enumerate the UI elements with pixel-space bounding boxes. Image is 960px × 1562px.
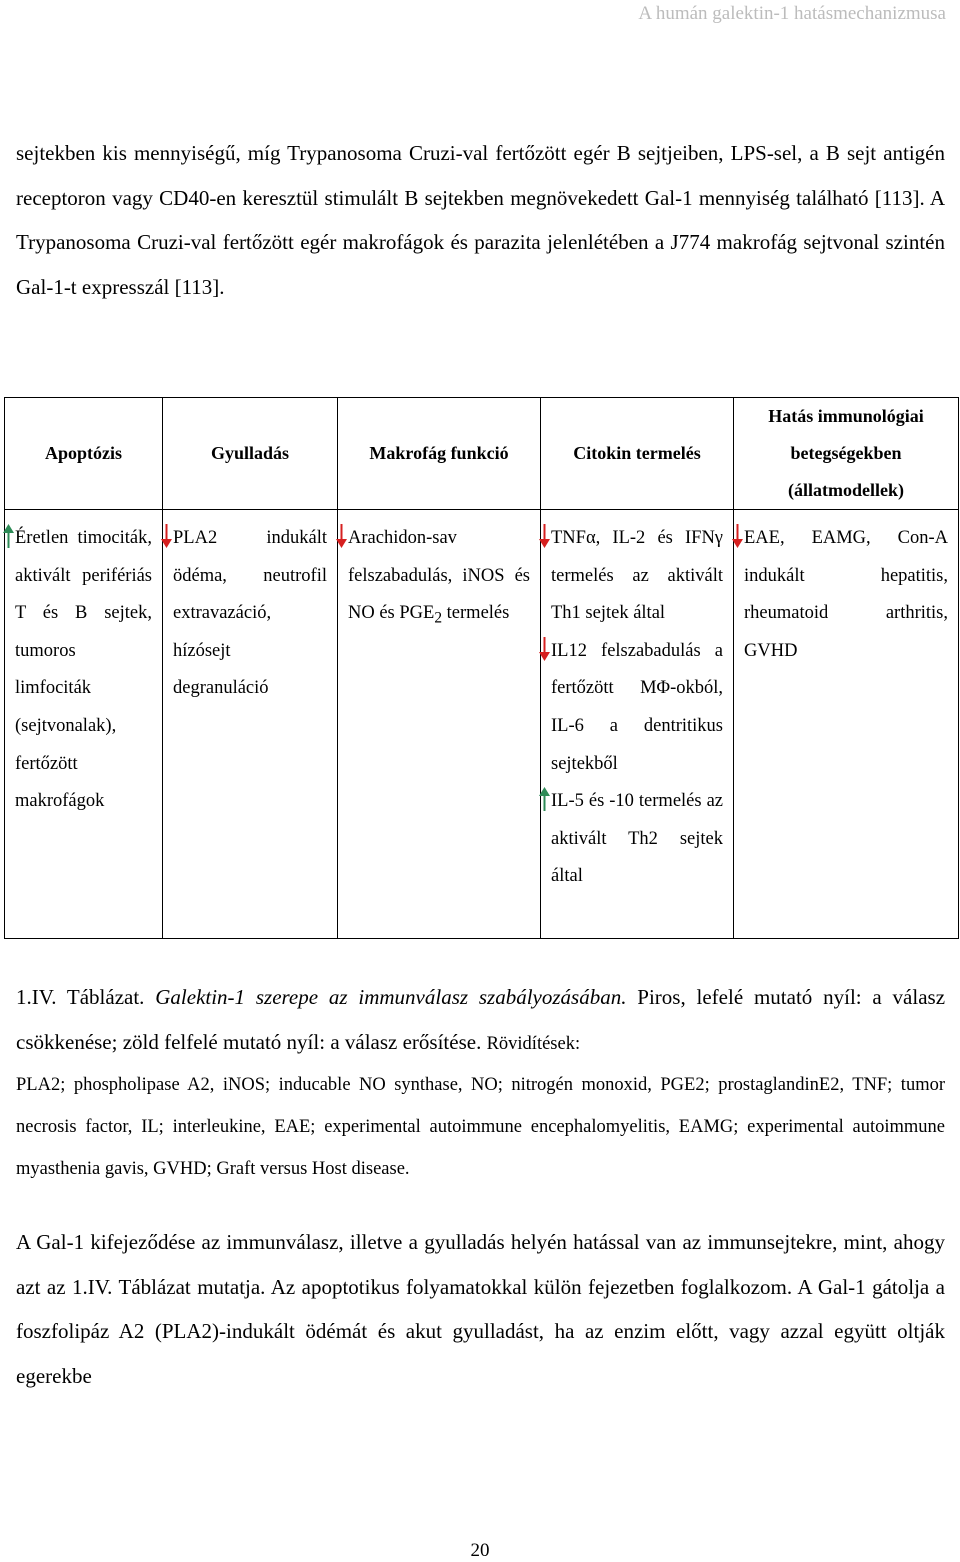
header-inflammation: Gyulladás bbox=[163, 398, 338, 510]
galectin-table bbox=[4, 397, 959, 939]
table-row bbox=[5, 510, 959, 939]
cell-text: EAE, EAMG, Con-A indukált hepatitis, rheumatoid arthritis, GVHD bbox=[744, 528, 948, 661]
cell-subscript: 2 bbox=[434, 609, 443, 627]
running-head: A humán galektin-1 hatásmechanizmusa bbox=[638, 3, 946, 24]
arrow-up-icon bbox=[3, 524, 14, 548]
arrow-down-icon bbox=[732, 524, 743, 548]
caption-abbreviations: PLA2; phospholipase A2, iNOS; inducable NO synthase, NO; nitrogén monoxid, PGE2; prostaglandinE2, TNF; tumor necrosis factor, IL; interleukine, EAE; experimental autoimmune encephalomyelitis, EAMG; experimental autoimmune myasthenia gavis, GVHD; Graft versus Host disease. bbox=[16, 1075, 945, 1179]
body-paragraph-1: sejtekben kis mennyiségű, míg Trypanosoma Cruzi-val fertőzött egér B sejtjeiben, LPS-sel, a B sejt antigén receptoron vagy CD40-en keresztül stimulált B sejtekben megnövekedett Gal-1 mennyiség található [113]. A Trypanosoma Cruzi-val fertőzött egér makrofágok és parazita jelenlétében a J774 makrofág sejtvonal szintén Gal-1-t expresszál [113]. bbox=[16, 141, 945, 299]
cell-text: termelés bbox=[442, 603, 510, 624]
arrow-down-icon bbox=[161, 524, 172, 548]
caption-title: Galektin-1 szerepe az immunválasz szabályozásában. bbox=[155, 985, 627, 1009]
cell-apoptosis bbox=[5, 510, 163, 939]
cell-text: Éretlen timociták, aktivált perifériás T és B sejtek, tumoros limfociták (sejtvonalak), fertőzött makrofágok bbox=[15, 528, 152, 812]
cell-text: Arachidon-sav felszabadulás, iNOS és NO és PGE bbox=[348, 528, 530, 624]
cell-disease bbox=[734, 510, 959, 939]
cell-text: TNFα, IL-2 és IFNγ termelés az aktivált Th1 sejtek által bbox=[551, 528, 723, 624]
cell-text: IL-5 és -10 termelés az aktivált Th2 sejtek által bbox=[551, 791, 723, 887]
cell-text: IL12 felszabadulás a fertőzött MΦ-okból, IL-6 a dentritikus sejtekből bbox=[551, 640, 723, 774]
caption-legend: Piros, lefelé mutató nyíl: a válasz csökkenése; zöld felfelé mutató nyíl: a válasz erősítése. bbox=[16, 985, 946, 1054]
arrow-down-icon bbox=[539, 524, 550, 548]
page-number: 20 bbox=[470, 1540, 490, 1561]
cell-macrophage bbox=[338, 510, 541, 939]
arrow-up-icon bbox=[539, 787, 550, 811]
cell-cytokine bbox=[541, 510, 734, 939]
arrow-down-icon bbox=[539, 637, 550, 661]
caption-abbr-label: Rövidítések: bbox=[486, 1033, 581, 1054]
header-macrophage: Makrofág funkció bbox=[338, 398, 541, 510]
table-caption bbox=[16, 975, 945, 1190]
arrow-down-icon bbox=[336, 524, 347, 548]
body-paragraph-2: A Gal-1 kifejeződése az immunválasz, illetve a gyulladás helyén hatással van az immunsejtekre, mint, ahogy azt az 1.IV. Táblázat mutatja. Az apoptotikus folyamatokkal külön fejezetben foglalkozom. A Gal-1 gátolja a foszfolipáz A2 (PLA2)-indukált ödémát és akut gyulladást, ha az enzim előtt, vagy azzal együtt oltják egerekbe bbox=[16, 1230, 945, 1388]
cell-text: PLA2 indukált ödéma, neutrofil extravazáció, hízósejt degranuláció bbox=[173, 528, 327, 699]
cell-inflammation bbox=[163, 510, 338, 939]
header-apoptosis: Apoptózis bbox=[5, 398, 163, 510]
table-header-row bbox=[5, 398, 959, 510]
header-cytokine: Citokin termelés bbox=[541, 398, 734, 510]
caption-number: 1.IV. Táblázat. bbox=[16, 985, 145, 1009]
header-disease: Hatás immunológiai betegségekben (állatmodellek) bbox=[734, 398, 959, 510]
